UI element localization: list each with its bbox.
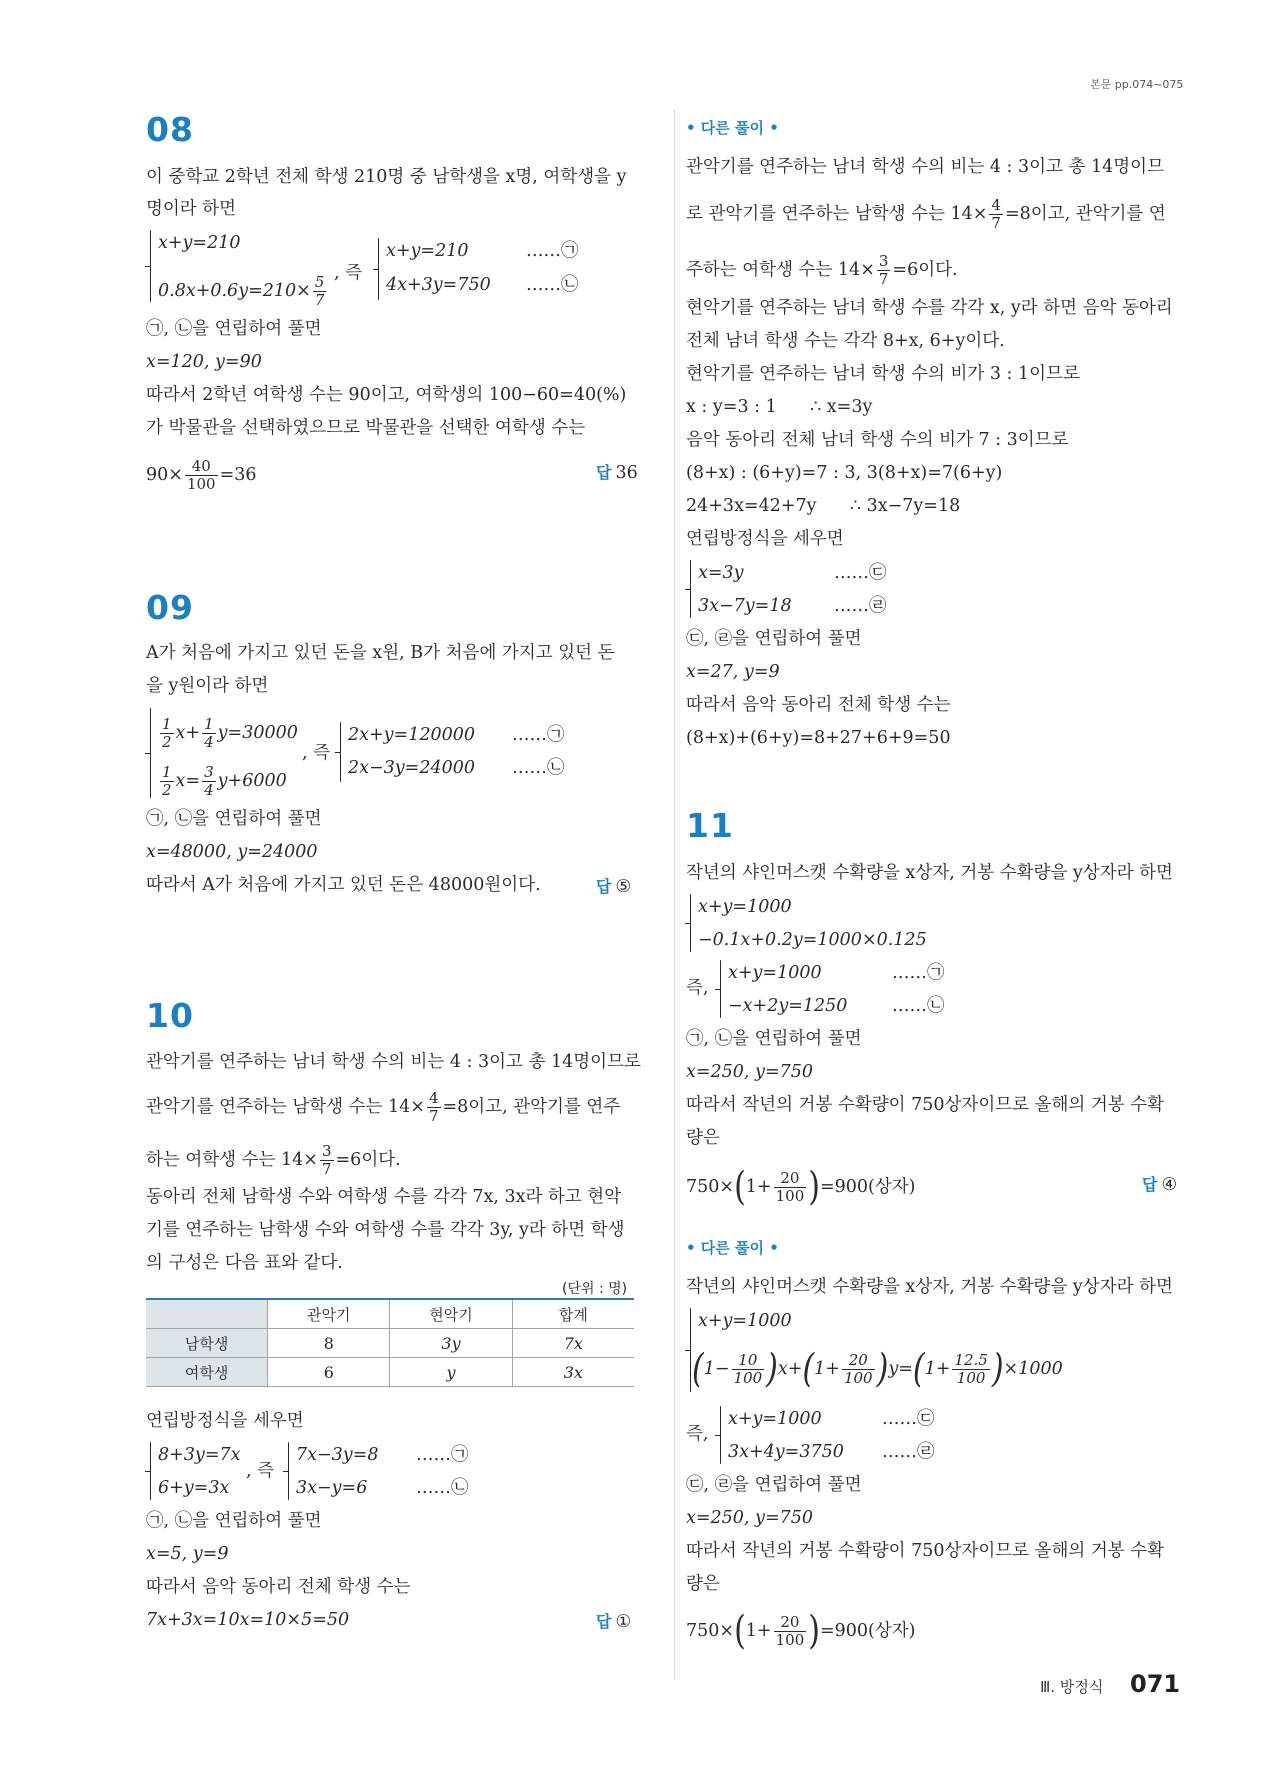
equation: 6+y=3x: [158, 1478, 230, 1498]
equation: 4x+3y=750: [386, 275, 491, 295]
problem-10-text: 7x+3x=10x=10×5=50: [146, 1610, 350, 1630]
equation: 2x+y=120000: [348, 725, 476, 745]
answer-09: 답 ⑤: [596, 877, 632, 897]
equation: 2x−3y=24000: [348, 758, 476, 778]
problem-11-final: 750×(1+ $\frac{20}{100}$ )=900(상자): [686, 1164, 916, 1210]
problem-number-10: 10: [146, 996, 194, 1035]
fraction: $\frac{20}{100}$: [843, 1351, 873, 1387]
problem-number-09: 09: [146, 588, 194, 627]
alt-11-text: 량은: [686, 1574, 720, 1594]
alt-10-text: (8+x)+(6+y)=8+27+6+9=50: [686, 728, 951, 748]
equation-mark: ……㉠: [512, 725, 565, 745]
problem-10-text: 따라서 음악 동아리 전체 학생 수는: [146, 1577, 411, 1597]
fraction: $\frac{4}{7}$: [428, 1089, 439, 1125]
table-row-header: 여학생: [146, 1358, 268, 1387]
equation: x+y=1000: [698, 1311, 792, 1331]
page-number: 071: [1130, 1670, 1181, 1698]
problem-number-11: 11: [686, 806, 734, 845]
problem-number-08: 08: [146, 110, 194, 149]
table-cell: 7x: [512, 1329, 634, 1358]
fraction: $\frac{1}{2}$: [162, 763, 172, 799]
fraction: $\frac{40}{100}$: [186, 457, 216, 493]
problem-10-text: ㉠, ㉡을 연립하여 풀면: [146, 1511, 322, 1531]
alt-11-text: 작년의 샤인머스캣 수확량을 x상자, 거봉 수확량을 y상자라 하면: [686, 1277, 1173, 1297]
answer-08: 답 36: [596, 463, 638, 483]
equation-mark: ……㉡: [526, 275, 579, 295]
problem-10-text: 연립방정식을 세우면: [146, 1411, 304, 1431]
alt-10-text: (8+x) : (6+y)=7 : 3, 3(8+x)=7(6+y): [686, 463, 1003, 483]
problem-08-text: ㉠, ㉡을 연립하여 풀면: [146, 319, 322, 339]
equation: −x+2y=1250: [728, 996, 848, 1016]
equation-connector: , 즉: [302, 743, 331, 763]
equation: 3x−y=6: [296, 1478, 368, 1498]
problem-11-text: 작년의 샤인머스캣 수확량을 x상자, 거봉 수확량을 y상자라 하면: [686, 863, 1173, 883]
alt-11-text: 따라서 작년의 거봉 수확량이 750상자이므로 올해의 거봉 수확: [686, 1541, 1165, 1561]
equation: $\frac{1}{2}$ x+ $\frac{1}{4}$ y=30000: [162, 715, 298, 751]
equation-mark: ……㉣: [882, 1442, 935, 1462]
alt-10-text: x : y=3 : 1 ∴ x=3y: [686, 397, 873, 417]
system-brace: [690, 894, 691, 952]
alt-10-text: 로 관악기를 연주하는 남학생 수는 14× $\frac{4}{7}$ =8이고, 관악기를 연: [686, 196, 1166, 232]
table-unit-label: (단위 : 명): [562, 1281, 628, 1297]
equation-connector: , 즉: [334, 263, 363, 283]
equation: 8+3y=7x: [158, 1445, 241, 1465]
system-brace: [690, 1308, 691, 1392]
equation-mark: ……㉡: [892, 996, 945, 1016]
problem-10-text: 관악기를 연주하는 남녀 학생 수의 비는 4 : 3이고 총 14명이므로: [146, 1052, 641, 1072]
equation: 7x−3y=8: [296, 1445, 379, 1465]
equation-mark: ……㉡: [416, 1478, 469, 1498]
problem-08-text: x=120, y=90: [146, 352, 262, 372]
alt-solution-label: • 다른 풀이 •: [686, 1239, 779, 1257]
system-brace: [150, 708, 151, 798]
equation: x+y=210: [386, 241, 469, 261]
problem-10-text: 관악기를 연주하는 남학생 수는 14× $\frac{4}{7}$ =8이고, 관악기를 연주: [146, 1089, 621, 1125]
problem-09-text: A가 처음에 가지고 있던 돈을 x원, B가 처음에 가지고 있던 돈: [146, 643, 615, 663]
table-header-cell: [146, 1299, 268, 1329]
equation: x+y=210: [158, 233, 241, 253]
chapter-title: Ⅲ. 방정식: [1040, 1678, 1104, 1696]
table-cell: 3x: [512, 1358, 634, 1387]
page-reference: 본문 pp.074~075: [1090, 78, 1184, 91]
problem-11-text: 량은: [686, 1128, 720, 1148]
table-header-cell: 현악기: [390, 1299, 512, 1329]
fraction: $\frac{1}{2}$: [162, 715, 172, 751]
problem-09-text: 따라서 A가 처음에 가지고 있던 돈은 48000원이다.: [146, 875, 541, 895]
system-brace: [690, 560, 691, 618]
equation-mark: ……㉠: [892, 963, 945, 983]
system-brace: [378, 238, 379, 300]
equation: x+y=1000: [728, 963, 822, 983]
problem-08-text: 명이라 하면: [146, 199, 237, 219]
problem-09-text: ㉠, ㉡을 연립하여 풀면: [146, 809, 322, 829]
problem-08-text: 이 중학교 2학년 전체 학생 210명 중 남학생을 x명, 여학생을 y: [146, 167, 627, 187]
table-header-cell: 관악기: [268, 1299, 390, 1329]
equation: 3x−7y=18: [698, 596, 792, 616]
system-brace: [150, 230, 151, 302]
equation-connector: 즉,: [686, 978, 709, 998]
problem-11-text: x=250, y=750: [686, 1062, 814, 1082]
problem-10-text: 의 구성은 다음 표와 같다.: [146, 1253, 343, 1273]
equation-connector: , 즉: [246, 1461, 275, 1481]
equation-connector: 즉,: [686, 1424, 709, 1444]
problem-10-text: 하는 여학생 수는 14× $\frac{3}{7}$ =6이다.: [146, 1142, 401, 1178]
system-brace: [720, 960, 721, 1018]
alt-11-text: ㉢, ㉣을 연립하여 풀면: [686, 1475, 862, 1495]
equation: 3x+4y=3750: [728, 1442, 844, 1462]
equation: x+y=1000: [698, 897, 792, 917]
problem-09-text: 을 y원이라 하면: [146, 676, 269, 696]
system-brace: [340, 722, 341, 782]
problem-10-text: 기를 연주하는 남학생 수와 여학생 수를 각각 3y, y라 하면 학생: [146, 1220, 625, 1240]
table-header-cell: 합계: [512, 1299, 634, 1329]
alt-10-text: 관악기를 연주하는 남녀 학생 수의 비는 4 : 3이고 총 14명이므: [686, 157, 1164, 177]
table-row: [146, 1358, 634, 1387]
fraction: $\frac{12.5}{100}$: [954, 1351, 988, 1387]
equation: −0.1x+0.2y=1000×0.125: [698, 930, 927, 950]
fraction: $\frac{5}{7}$: [314, 273, 325, 309]
fraction: $\frac{4}{7}$: [991, 196, 1001, 232]
equation: (1− $\frac{10}{100}$ )x+(1+ $\frac{20}{100}$ )y=(1+ $\frac{12.5}{100}$ )×1000: [692, 1346, 1063, 1392]
problem-10-text: 동아리 전체 남학생 수와 여학생 수를 각각 7x, 3x라 하고 현악: [146, 1187, 622, 1207]
fraction: $\frac{3}{7}$: [321, 1142, 332, 1178]
alt-10-text: 현악기를 연주하는 남녀 학생 수를 각각 x, y라 하면 음악 동아리: [686, 298, 1173, 318]
problem-09-text: x=48000, y=24000: [146, 842, 318, 862]
alt-solution-label: • 다른 풀이 •: [686, 119, 779, 137]
alt-10-text: 24+3x=42+7y ∴ 3x−7y=18: [686, 496, 961, 516]
table-row-header: 남학생: [146, 1329, 268, 1358]
equation: $\frac{1}{2}$ x= $\frac{3}{4}$ y+6000: [162, 763, 287, 799]
alt-10-text: 따라서 음악 동아리 전체 학생 수는: [686, 695, 951, 715]
problem-08-final: 90× $\frac{40}{100}$ =36: [146, 457, 257, 493]
table-row: [146, 1329, 634, 1358]
equation-mark: ……㉣: [834, 596, 887, 616]
alt-10-text: 연립방정식을 세우면: [686, 529, 844, 549]
table-cell: 3y: [390, 1329, 512, 1358]
table-cell: y: [390, 1358, 512, 1387]
alt-11-final: 750×(1+ $\frac{20}{100}$ )=900(상자): [686, 1608, 916, 1654]
fraction: $\frac{3}{7}$: [878, 252, 889, 288]
answer-11: 답 ④: [1142, 1175, 1178, 1195]
alt-10-text: 주하는 여학생 수는 14× $\frac{3}{7}$ =6이다.: [686, 252, 958, 288]
alt-10-text: 현악기를 연주하는 남녀 학생 수의 비가 3 : 1이므로: [686, 364, 1080, 384]
alt-10-text: 전체 남녀 학생 수는 각각 8+x, 6+y이다.: [686, 331, 1005, 351]
table-cell: 8: [268, 1329, 390, 1358]
equation: x+y=1000: [728, 1409, 822, 1429]
equation: 0.8x+0.6y=210× $\frac{5}{7}$: [158, 273, 325, 309]
student-composition-table: [146, 1298, 634, 1387]
problem-11-text: ㉠, ㉡을 연립하여 풀면: [686, 1029, 862, 1049]
fraction: $\frac{20}{100}$: [775, 1613, 805, 1649]
alt-10-text: ㉢, ㉣을 연립하여 풀면: [686, 629, 862, 649]
equation-mark: ……㉡: [512, 758, 565, 778]
problem-10-text: x=5, y=9: [146, 1544, 229, 1564]
equation-mark: ……㉠: [526, 241, 579, 261]
problem-11-text: 따라서 작년의 거봉 수확량이 750상자이므로 올해의 거봉 수확: [686, 1095, 1165, 1115]
fraction: $\frac{1}{4}$: [204, 715, 214, 751]
table-cell: 6: [268, 1358, 390, 1387]
problem-08-text: 따라서 2학년 여학생 수는 90이고, 여학생의 100−60=40(%): [146, 385, 627, 405]
problem-08-text: 가 박물관을 선택하였으므로 박물관을 선택한 여학생 수는: [146, 418, 586, 438]
fraction: $\frac{10}{100}$: [733, 1351, 763, 1387]
fraction: $\frac{3}{4}$: [204, 763, 214, 799]
alt-10-text: x=27, y=9: [686, 662, 780, 682]
column-divider: [674, 110, 675, 1680]
equation: x=3y: [698, 563, 744, 583]
alt-11-text: x=250, y=750: [686, 1508, 814, 1528]
system-brace: [288, 1442, 289, 1500]
fraction: $\frac{20}{100}$: [775, 1169, 805, 1205]
system-brace: [720, 1406, 721, 1464]
system-brace: [150, 1442, 151, 1500]
alt-10-text: 음악 동아리 전체 남녀 학생 수의 비가 7 : 3이므로: [686, 430, 1069, 450]
equation-mark: ……㉢: [882, 1409, 935, 1429]
equation-mark: ……㉢: [834, 563, 887, 583]
answer-10: 답 ①: [596, 1612, 632, 1632]
equation-mark: ……㉠: [416, 1445, 469, 1465]
